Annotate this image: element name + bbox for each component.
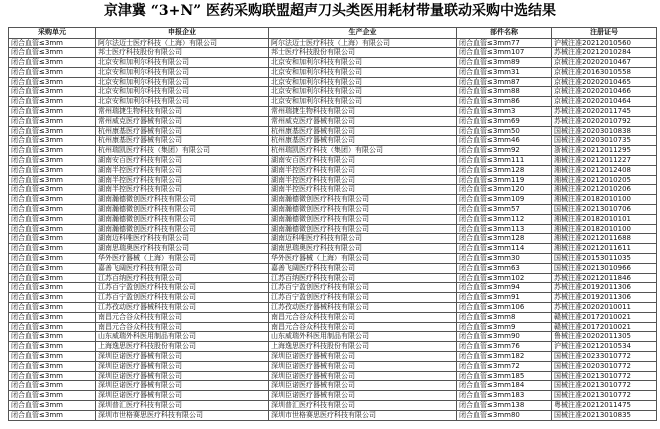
cell-registration-no: 国械注准20213010772 (552, 371, 657, 381)
cell-procurement-unit: 闭合血管≤3mm (9, 107, 96, 117)
table-row (9, 371, 657, 381)
table-row (9, 410, 657, 420)
cell-registration-no: 苏械注准20202010011 (552, 303, 657, 313)
cell-component-name: 闭合血管≤3mm72 (457, 361, 552, 371)
cell-manufacturer: 湖南半控医疗科技有限公司 (269, 165, 457, 175)
cell-component-name: 闭合血管≤3mm128 (457, 165, 552, 175)
cell-manufacturer: 江苏孜动医疗器械科技有限公司 (269, 303, 457, 313)
cell-component-name: 闭合血管≤3mm86 (457, 97, 552, 107)
cell-procurement-unit: 闭合血管≤3mm (9, 263, 96, 273)
cell-applicant: 湖南半控医疗科技有限公司 (96, 165, 269, 175)
cell-applicant: 上海逸思医疗科技股份有限公司 (96, 342, 269, 352)
cell-applicant: 北京安和加利尔科技有限公司 (96, 87, 269, 97)
table-row (9, 136, 657, 146)
cell-applicant: 北京安和加利尔科技有限公司 (96, 58, 269, 68)
table-row (9, 107, 657, 117)
cell-registration-no: 湘械注准20212011688 (552, 234, 657, 244)
cell-procurement-unit: 闭合血管≤3mm (9, 224, 96, 234)
cell-component-name: 闭合血管≤3mm77 (457, 38, 552, 48)
cell-component-name: 闭合血管≤3mm50 (457, 126, 552, 136)
cell-component-name: 闭合血管≤3mm87 (457, 77, 552, 87)
cell-component-name: 闭合血管≤3mm109 (457, 195, 552, 205)
header-component-name: 部件名称 (457, 28, 552, 39)
cell-registration-no: 国械注准20213010706 (552, 205, 657, 215)
cell-component-name: 闭合血管≤3mm128 (457, 234, 552, 244)
cell-registration-no: 苏械注准20202010792 (552, 116, 657, 126)
cell-component-name: 闭合血管≤3mm111 (457, 156, 552, 166)
table-row (9, 205, 657, 215)
cell-component-name: 闭合血管≤3mm9 (457, 322, 552, 332)
cell-manufacturer: 华外医疗器械（上海）有限公司 (269, 254, 457, 264)
cell-component-name: 闭合血管≤3mm112 (457, 214, 552, 224)
cell-manufacturer: 湖南安百医疗科技有限公司 (269, 156, 457, 166)
cell-procurement-unit: 闭合血管≤3mm (9, 48, 96, 58)
cell-component-name: 闭合血管≤3mm46 (457, 136, 552, 146)
cell-component-name: 闭合血管≤3mm30 (457, 254, 552, 264)
cell-applicant: 湖南半控医疗科技有限公司 (96, 185, 269, 195)
cell-manufacturer: 南昌元合谷众科技有限公司 (269, 322, 457, 332)
cell-procurement-unit: 闭合血管≤3mm (9, 361, 96, 371)
cell-registration-no: 苏械注准20202011745 (552, 107, 657, 117)
cell-registration-no: 国械注准20203010772 (552, 361, 657, 371)
cell-registration-no: 国械注准20213010772 (552, 391, 657, 401)
table-row (9, 263, 657, 273)
cell-applicant: 阿尔法迈士医疗科技（上海）有限公司 (96, 38, 269, 48)
cell-applicant: 深圳普汇医疗科技有限公司 (96, 400, 269, 410)
table-row (9, 391, 657, 401)
table-row (9, 312, 657, 322)
cell-manufacturer: 江苏百宁盈创医疗科技有限公司 (269, 293, 457, 303)
cell-applicant: 深圳臣诺医疗器械有限公司 (96, 352, 269, 362)
cell-component-name: 闭合血管≤3mm120 (457, 185, 552, 195)
table-row (9, 273, 657, 283)
cell-component-name: 闭合血管≤3mm91 (457, 293, 552, 303)
cell-registration-no: 京械注准20202010466 (552, 87, 657, 97)
cell-procurement-unit: 闭合血管≤3mm (9, 244, 96, 254)
cell-manufacturer: 北京安和加利尔科技有限公司 (269, 67, 457, 77)
cell-procurement-unit: 闭合血管≤3mm (9, 332, 96, 342)
cell-registration-no: 京械注准20202010465 (552, 77, 657, 87)
cell-applicant: 湖南瀚德微创医疗科技有限公司 (96, 195, 269, 205)
cell-applicant: 江苏百宁盈创医疗科技有限公司 (96, 293, 269, 303)
cell-component-name: 闭合血管≤3mm182 (457, 352, 552, 362)
cell-registration-no: 沪械注准20212010534 (552, 342, 657, 352)
cell-procurement-unit: 闭合血管≤3mm (9, 146, 96, 156)
cell-registration-no: 国械注准20213010966 (552, 263, 657, 273)
cell-manufacturer: 深圳臣诺医疗器械有限公司 (269, 371, 457, 381)
cell-registration-no: 国械注准20153011035 (552, 254, 657, 264)
cell-registration-no: 湘械注准20182010100 (552, 224, 657, 234)
cell-registration-no: 湘械注准20212011611 (552, 244, 657, 254)
cell-registration-no: 国械注准20203010735 (552, 136, 657, 146)
cell-registration-no: 京械注准20202010467 (552, 58, 657, 68)
header-manufacturer: 生产企业 (269, 28, 457, 39)
cell-manufacturer: 湖南半控医疗科技有限公司 (269, 185, 457, 195)
cell-component-name: 闭合血管≤3mm57 (457, 205, 552, 215)
cell-manufacturer: 湖南瀚德微创医疗科技有限公司 (269, 195, 457, 205)
cell-procurement-unit: 闭合血管≤3mm (9, 77, 96, 87)
cell-component-name: 闭合血管≤3mm94 (457, 283, 552, 293)
cell-procurement-unit: 闭合血管≤3mm (9, 303, 96, 313)
cell-manufacturer: 深圳臣诺医疗器械有限公司 (269, 352, 457, 362)
cell-procurement-unit: 闭合血管≤3mm (9, 58, 96, 68)
cell-manufacturer: 湖南瀚德微创医疗科技有限公司 (269, 205, 457, 215)
cell-component-name: 闭合血管≤3mm107 (457, 48, 552, 58)
table-row (9, 400, 657, 410)
cell-component-name: 闭合血管≤3mm138 (457, 400, 552, 410)
cell-applicant: 华外医疗器械（上海）有限公司 (96, 254, 269, 264)
cell-procurement-unit: 闭合血管≤3mm (9, 410, 96, 420)
table-row (9, 58, 657, 68)
table-row (9, 224, 657, 234)
cell-component-name: 闭合血管≤3mm3 (457, 107, 552, 117)
cell-procurement-unit: 闭合血管≤3mm (9, 126, 96, 136)
cell-manufacturer: 湖南迈科唯医疗科技有限公司 (269, 234, 457, 244)
cell-procurement-unit: 闭合血管≤3mm (9, 195, 96, 205)
cell-manufacturer: 邦士医疗科技股份有限公司 (269, 48, 457, 58)
table-row (9, 156, 657, 166)
table-row (9, 185, 657, 195)
cell-procurement-unit: 闭合血管≤3mm (9, 283, 96, 293)
cell-manufacturer: 湖南瀚德微创医疗科技有限公司 (269, 224, 457, 234)
cell-manufacturer: 南昌元合谷众科技有限公司 (269, 312, 457, 322)
cell-manufacturer: 湖南半控医疗科技有限公司 (269, 175, 457, 185)
cell-applicant: 深圳臣诺医疗器械有限公司 (96, 391, 269, 401)
cell-applicant: 常州瑞捷生物科技有限公司 (96, 107, 269, 117)
cell-manufacturer: 北京安和加利尔科技有限公司 (269, 58, 457, 68)
cell-component-name: 闭合血管≤3mm183 (457, 391, 552, 401)
cell-procurement-unit: 闭合血管≤3mm (9, 205, 96, 215)
cell-applicant: 南昌元合谷众科技有限公司 (96, 322, 269, 332)
cell-component-name: 闭合血管≤3mm88 (457, 87, 552, 97)
table-row (9, 97, 657, 107)
cell-applicant: 江苏百宁盈创医疗科技有限公司 (96, 283, 269, 293)
cell-component-name: 闭合血管≤3mm89 (457, 58, 552, 68)
cell-manufacturer: 上海逸思医疗科技股份有限公司 (269, 342, 457, 352)
cell-component-name: 闭合血管≤3mm31 (457, 67, 552, 77)
cell-registration-no: 湘械注准20212010205 (552, 175, 657, 185)
cell-applicant: 湖南迈科唯医疗科技有限公司 (96, 234, 269, 244)
cell-applicant: 北京安和加利尔科技有限公司 (96, 67, 269, 77)
cell-applicant: 江苏百纳医疗科技有限公司 (96, 273, 269, 283)
cell-manufacturer: 江苏百纳医疗科技有限公司 (269, 273, 457, 283)
cell-applicant: 常州威克医疗器械有限公司 (96, 116, 269, 126)
cell-manufacturer: 山东威瑞外科医用制品有限公司 (269, 332, 457, 342)
cell-component-name: 闭合血管≤3mm69 (457, 116, 552, 126)
cell-manufacturer: 北京安和加利尔科技有限公司 (269, 97, 457, 107)
table-row (9, 77, 657, 87)
results-table (8, 27, 657, 421)
cell-applicant: 杭州康基医疗器械有限公司 (96, 126, 269, 136)
cell-applicant: 北京安和加利尔科技有限公司 (96, 97, 269, 107)
cell-component-name: 闭合血管≤3mm106 (457, 303, 552, 313)
cell-registration-no: 赣械注准20172010021 (552, 322, 657, 332)
cell-manufacturer: 常州瑞捷生物科技有限公司 (269, 107, 457, 117)
cell-procurement-unit: 闭合血管≤3mm (9, 87, 96, 97)
cell-applicant: 深圳臣诺医疗器械有限公司 (96, 371, 269, 381)
table-row (9, 381, 657, 391)
cell-procurement-unit: 闭合血管≤3mm (9, 165, 96, 175)
cell-component-name: 闭合血管≤3mm76 (457, 342, 552, 352)
cell-registration-no: 湘械注准20212011227 (552, 156, 657, 166)
cell-applicant: 湖南安百医疗科技有限公司 (96, 156, 269, 166)
table-row (9, 361, 657, 371)
cell-manufacturer: 深圳臣诺医疗器械有限公司 (269, 361, 457, 371)
cell-procurement-unit: 闭合血管≤3mm (9, 38, 96, 48)
cell-component-name: 闭合血管≤3mm80 (457, 410, 552, 420)
cell-procurement-unit: 闭合血管≤3mm (9, 371, 96, 381)
cell-applicant: 湖南瀚德微创医疗科技有限公司 (96, 214, 269, 224)
cell-procurement-unit: 闭合血管≤3mm (9, 175, 96, 185)
table-row (9, 38, 657, 48)
cell-manufacturer: 北京安和加利尔科技有限公司 (269, 87, 457, 97)
table-row (9, 254, 657, 264)
cell-procurement-unit: 闭合血管≤3mm (9, 400, 96, 410)
table-row (9, 322, 657, 332)
cell-applicant: 北京安和加利尔科技有限公司 (96, 77, 269, 87)
cell-registration-no: 苏械注准20212010284 (552, 48, 657, 58)
cell-manufacturer: 湖南思瑞奥医疗科技有限公司 (269, 244, 457, 254)
table-row (9, 195, 657, 205)
cell-registration-no: 苏械注准20192011306 (552, 283, 657, 293)
cell-manufacturer: 杭州康基医疗器械有限公司 (269, 126, 457, 136)
cell-manufacturer: 嘉善飞阔医疗科技有限公司 (269, 263, 457, 273)
page-title: 京津冀 “3+N” 医药采购联盟超声刀头类医用耗材带量联动采购中选结果 (103, 3, 557, 19)
cell-registration-no: 浙械注准20212011295 (552, 146, 657, 156)
cell-registration-no: 国械注准20233010772 (552, 352, 657, 362)
table-row (9, 293, 657, 303)
cell-registration-no: 国械注准20203010838 (552, 126, 657, 136)
table-row (9, 67, 657, 77)
cell-applicant: 嘉善飞阔医疗科技有限公司 (96, 263, 269, 273)
cell-manufacturer: 深圳臣诺医疗器械有限公司 (269, 381, 457, 391)
cell-applicant: 湖南瀚德微创医疗科技有限公司 (96, 224, 269, 234)
cell-component-name: 闭合血管≤3mm119 (457, 175, 552, 185)
cell-component-name: 闭合血管≤3mm92 (457, 146, 552, 156)
cell-registration-no: 湘械注准20182010101 (552, 214, 657, 224)
cell-manufacturer: 湖南瀚德微创医疗科技有限公司 (269, 214, 457, 224)
cell-procurement-unit: 闭合血管≤3mm (9, 67, 96, 77)
cell-applicant: 邦士医疗科技股份有限公司 (96, 48, 269, 58)
table-row (9, 244, 657, 254)
cell-manufacturer: 常州威克医疗器械有限公司 (269, 116, 457, 126)
cell-component-name: 闭合血管≤3mm185 (457, 371, 552, 381)
cell-registration-no: 苏械注准20192011306 (552, 293, 657, 303)
header-procurement-unit: 采购单元 (9, 28, 96, 39)
cell-manufacturer: 江苏百宁盈创医疗科技有限公司 (269, 283, 457, 293)
table-row (9, 234, 657, 244)
cell-registration-no: 粤械注准20212011475 (552, 400, 657, 410)
cell-procurement-unit: 闭合血管≤3mm (9, 185, 96, 195)
cell-procurement-unit: 闭合血管≤3mm (9, 312, 96, 322)
table-row (9, 175, 657, 185)
cell-procurement-unit: 闭合血管≤3mm (9, 322, 96, 332)
cell-procurement-unit: 闭合血管≤3mm (9, 293, 96, 303)
cell-manufacturer: 深圳臣诺医疗器械有限公司 (269, 391, 457, 401)
table-row (9, 352, 657, 362)
cell-registration-no: 国械注准20213010835 (552, 410, 657, 420)
cell-applicant: 江苏孜动医疗器械科技有限公司 (96, 303, 269, 313)
cell-applicant: 湖南思瑞奥医疗科技有限公司 (96, 244, 269, 254)
cell-applicant: 湖南瀚德微创医疗科技有限公司 (96, 205, 269, 215)
cell-registration-no: 沪械注准20212010560 (552, 38, 657, 48)
cell-registration-no: 赣械注准20172010021 (552, 312, 657, 322)
cell-procurement-unit: 闭合血管≤3mm (9, 234, 96, 244)
cell-applicant: 深圳臣诺医疗器械有限公司 (96, 381, 269, 391)
table-body (9, 38, 657, 420)
cell-manufacturer: 深圳普汇医疗科技有限公司 (269, 400, 457, 410)
table-row (9, 283, 657, 293)
cell-manufacturer: 阿尔法迈士医疗科技（上海）有限公司 (269, 38, 457, 48)
cell-registration-no: 京械注准20202010464 (552, 97, 657, 107)
cell-component-name: 闭合血管≤3mm114 (457, 244, 552, 254)
cell-procurement-unit: 闭合血管≤3mm (9, 214, 96, 224)
cell-registration-no: 湘械注准20212012408 (552, 165, 657, 175)
table-row (9, 87, 657, 97)
cell-procurement-unit: 闭合血管≤3mm (9, 273, 96, 283)
cell-component-name: 闭合血管≤3mm113 (457, 224, 552, 234)
cell-registration-no: 湘械注准20212010206 (552, 185, 657, 195)
cell-procurement-unit: 闭合血管≤3mm (9, 156, 96, 166)
table-row (9, 303, 657, 313)
cell-registration-no: 鲁械注准20202011305 (552, 332, 657, 342)
table-row (9, 48, 657, 58)
cell-applicant: 杭州瑞凯医疗科技（集团）有限公司 (96, 146, 269, 156)
cell-applicant: 湖南半控医疗科技有限公司 (96, 175, 269, 185)
cell-component-name: 闭合血管≤3mm8 (457, 312, 552, 322)
cell-component-name: 闭合血管≤3mm184 (457, 381, 552, 391)
cell-procurement-unit: 闭合血管≤3mm (9, 381, 96, 391)
cell-procurement-unit: 闭合血管≤3mm (9, 116, 96, 126)
cell-procurement-unit: 闭合血管≤3mm (9, 97, 96, 107)
cell-applicant: 深圳臣诺医疗器械有限公司 (96, 361, 269, 371)
results-table-container (8, 27, 656, 421)
table-row (9, 165, 657, 175)
table-row (9, 146, 657, 156)
cell-manufacturer: 深圳市世格赛思医疗科技有限公司 (269, 410, 457, 420)
header-registration-no: 注册证号 (552, 28, 657, 39)
cell-procurement-unit: 闭合血管≤3mm (9, 254, 96, 264)
cell-registration-no: 苏械注准20212011846 (552, 273, 657, 283)
table-row (9, 116, 657, 126)
cell-component-name: 闭合血管≤3mm63 (457, 263, 552, 273)
cell-manufacturer: 北京安和加利尔科技有限公司 (269, 77, 457, 87)
cell-registration-no: 湘械注准20182010100 (552, 195, 657, 205)
table-row (9, 332, 657, 342)
cell-procurement-unit: 闭合血管≤3mm (9, 391, 96, 401)
table-row (9, 214, 657, 224)
cell-manufacturer: 杭州瑞凯医疗科技（集团）有限公司 (269, 146, 457, 156)
cell-applicant: 山东威瑞外科医用制品有限公司 (96, 332, 269, 342)
table-header-row (9, 28, 657, 39)
cell-component-name: 闭合血管≤3mm90 (457, 332, 552, 342)
cell-applicant: 深圳市世格赛思医疗科技有限公司 (96, 410, 269, 420)
cell-applicant: 南昌元合谷众科技有限公司 (96, 312, 269, 322)
cell-procurement-unit: 闭合血管≤3mm (9, 342, 96, 352)
cell-procurement-unit: 闭合血管≤3mm (9, 136, 96, 146)
cell-applicant: 杭州康基医疗器械有限公司 (96, 136, 269, 146)
header-applicant: 申报企业 (96, 28, 269, 39)
cell-component-name: 闭合血管≤3mm102 (457, 273, 552, 283)
cell-procurement-unit: 闭合血管≤3mm (9, 352, 96, 362)
table-row (9, 126, 657, 136)
cell-manufacturer: 杭州康基医疗器械有限公司 (269, 136, 457, 146)
table-row (9, 342, 657, 352)
cell-registration-no: 京械注准20163010558 (552, 67, 657, 77)
cell-registration-no: 国械注准20213010772 (552, 381, 657, 391)
